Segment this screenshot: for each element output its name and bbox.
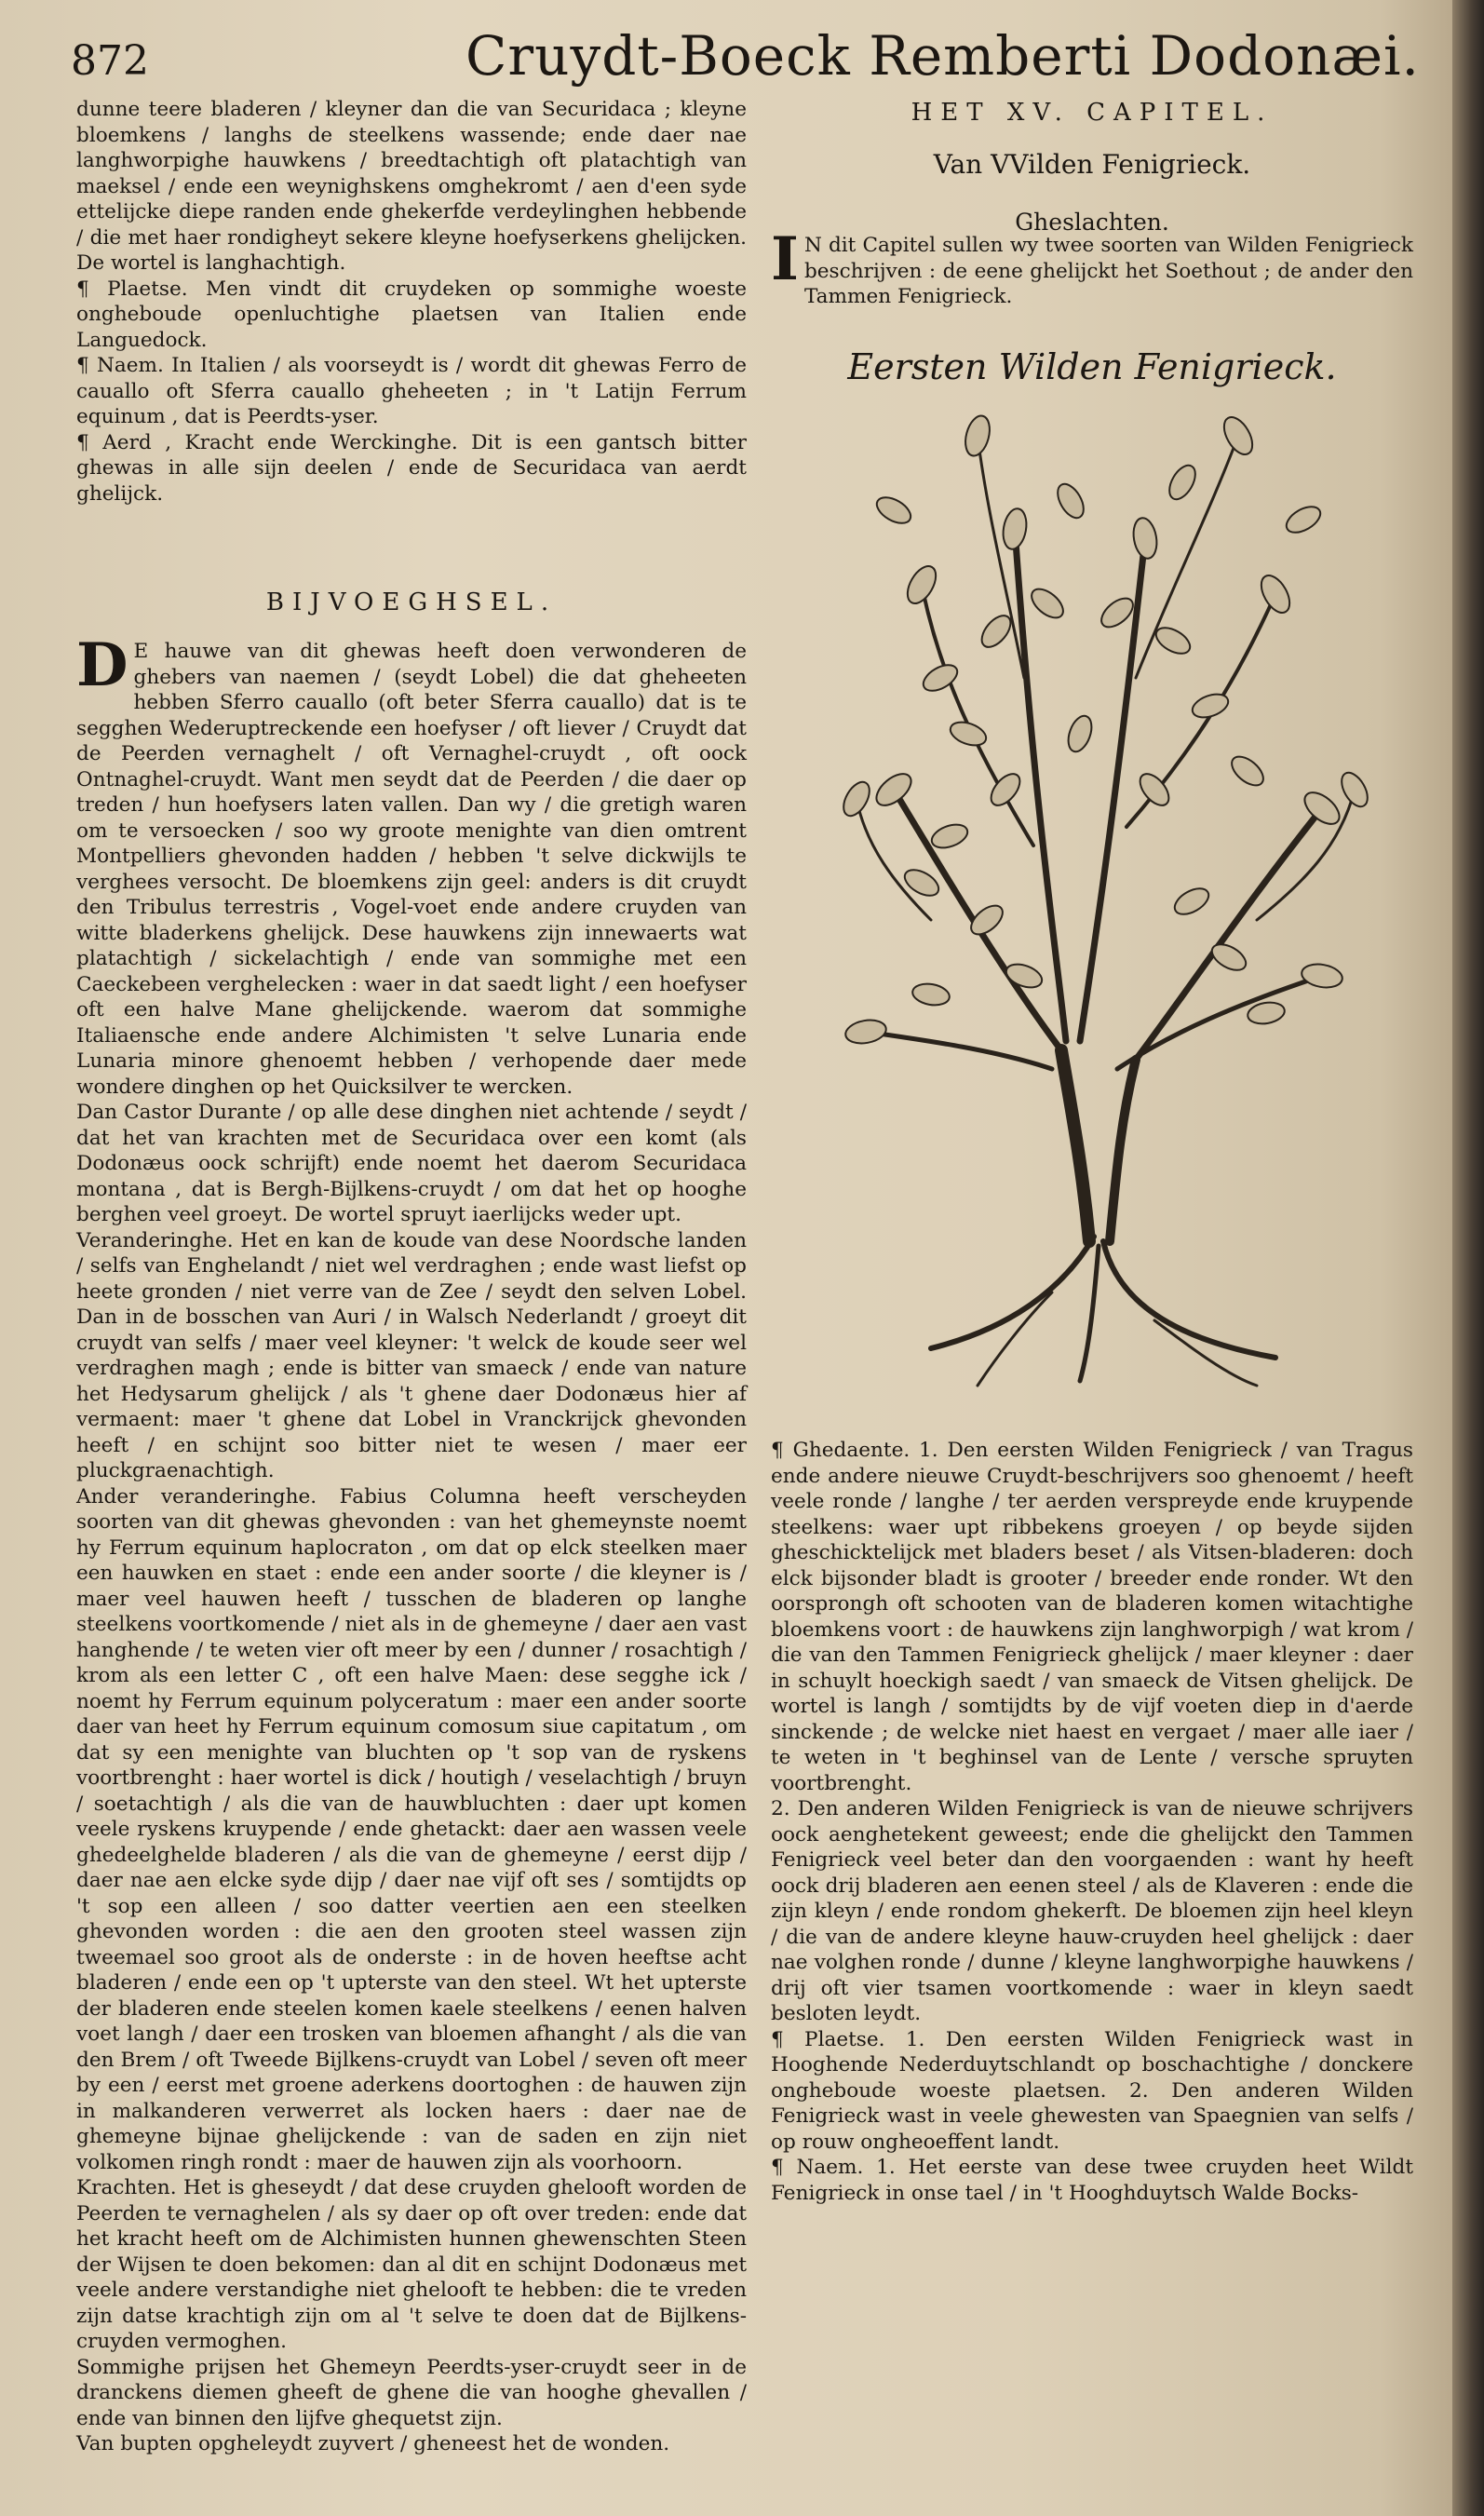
book-spine-edge	[1452, 0, 1484, 2516]
drop-cap: I	[771, 224, 799, 294]
intro-paragraph	[771, 224, 1413, 310]
chapter-subheading: Van VVilden Fenigrieck.	[933, 149, 1251, 180]
section-label-block	[771, 209, 1413, 236]
running-title: Cruydt-Boeck Remberti Dodonæi.	[465, 24, 1420, 88]
right-paragraph: ¶ Plaetse. 1. Den eersten Wilden Fenigrieck wast in Hooghende Nederduytschlandt op boschachtighe / donckere ongheboude woeste plaetsen. 2. Den anderen Wilden Fenigrieck wast in veele ghewesten van Spaegnien van selfs / op rouw ongheoeffent landt.	[771, 2027, 1413, 2154]
bijvoeghsel-paragraph	[76, 630, 747, 1100]
bijvoeghsel-paragraph: Veranderinghe. Het en kan de koude van dese Noordsche landen / selfs van Enghelandt / niet wel verdraghen ; ende wast liefst op heete gronden / niet verre van de Zee / seydt den selven Lobel. Dan in de bosschen van Auri / in Walsch Nederlandt / groeyt dit cruydt van selfs / maer veel kleyner: 't welck de koude seer wel verdraghen magh ; ende is bitter van smaeck / ende van nature het Hedysarum ghelijck / als 't ghene daer Dodonæus hier af vermaent: maer 't ghene dat Lobel in Vranckrijck ghevonden heeft / en schijnt soo bitter niet te wesen / maer eer pluckgraenachtigh.	[76, 1228, 747, 1482]
right-paragraph: ¶ Naem. 1. Het eerste van dese twee cruyden heet Wildt Fenigrieck in onse tael / in 't Hooghduytsch Walde Bocks-	[771, 2156, 1413, 2205]
left-paragraph: ¶ Plaetse. Men vindt dit cruydeken op sommighe woeste ongheboude openluchtighe plaetsen van Italien ende Languedock.	[76, 277, 747, 352]
bijvoeghsel-text	[76, 630, 747, 2457]
bijvoeghsel-heading: BIJVOEGHSEL.	[265, 588, 558, 616]
bijvoeghsel-paragraph: Sommighe prijsen het Ghemeyn Peerdts-yser-cruydt seer in de dranckens diemen gheeft de ghene die van hooghe ghevallen / ende van binnen den lijfve ghequetst zijn.	[76, 2355, 747, 2430]
bijvoeghsel-paragraph: Krachten. Het is gheseydt / dat dese cruyden ghelooft worden de Peerden te vernaghelen / als sy daer op oft over treden: ende dat het kracht heeft om de Alchimisten hunnen ghewenschten Steen der Wijsen te doen bekomen: dan al dit en schijnt Dodonæus met veele andere verstandighe niet ghelooft te hebben: die te vreden zijn datse krachtigh zijn om al 't selve te doen dat de Bijlkens-cruyden vermoghen.	[76, 2176, 747, 2353]
page-number: 872	[71, 37, 149, 85]
right-paragraph: ¶ Ghedaente. 1. Den eersten Wilden Fenigrieck / van Tragus ende andere nieuwe Cruydt-beschrijvers soo ghenoemt / heeft veele ronde / langhe / ter aerden verspreyde ende kruypende steelkens: waer upt ribbekens groeyen / op beyde sijden gheschicktelijck met bladers beset / als Vitsen-bladeren: doch elck bijsonder bladt is grooter / breeder ende ronder. Wt den oorsprongh oft schooten van de bladeren komen witachtighe bloemkens voort : de hauwkens zijn langhworpigh / wat krom / die van den Tammen Fenigrieck ghelijck / maer kleyner : daer in schuylt hoeckigh saedt / van smaeck de Vitsen ghelijck. De wortel is langh / somtijdts by de vijf voeten diep in d'aerde sinckende ; de welcke niet haest en vergaet / maer alle iaer / te weten in 't beghinsel van de Lente / versche spruyten voortbrenght.	[771, 1439, 1413, 1795]
figure-caption: Eersten Wilden Fenigrieck.	[847, 346, 1337, 387]
chapter-heading: HET XV. CAPITEL.	[911, 99, 1274, 127]
right-paragraph: 2. Den anderen Wilden Fenigrieck is van de nieuwe schrijvers oock aenghetekent geweest; ende die ghelijckt den Tammen Fenigrieck veel beter dan den voorgaenden : want hy heeft oock drij bladeren aen eenen steel / als de Klaveren : ende die zijn kleyn / ende rondom ghekerft. De bloemen zijn heel kleyn / die van de andere kleyne hauw-cruyden heel ghelijck : daer nae volghen ronde / dunne / kleyne langhworpighe hauwkens / drij oft vier tsamen voortkomende : waer in kleyn saedt besloten leydt.	[771, 1797, 1413, 2025]
chapter-intro	[771, 224, 1413, 310]
right-column-text	[771, 1438, 1413, 2206]
bijvoeghsel-paragraph: Dan Castor Durante / op alle dese dinghen niet achtende / seydt / dat het van krachten met de Securidaca over een komt (als Dodonæus oock schrijft) ende noemt het daerom Securidaca montana , dat is Bergh-Bijlkens-cruydt / om dat het op hooghe berghen veel groeyt. De wortel spruyt iaerlijcks weder upt.	[76, 1101, 747, 1226]
section-label: Gheslachten.	[1015, 209, 1169, 236]
left-paragraph: dunne teere bladeren / kleyner dan die van Securidaca ; kleyne bloemkens / langhs de steelkens wassende; ende daer nae langhworpighe hauwkens / breedtachtigh oft platachtigh van maeksel / ende een weynighskens omghekromt / aen d'een syde ettelijcke diepe randen ende ghekerfde verdeylinghen hebbende / die met haer rondigheyt sekere kleyne hoefyserkens ghelijcken. De wortel is langhachtigh.	[76, 98, 747, 275]
chapter-heading-block	[771, 99, 1413, 127]
bijvoeghsel-paragraph-text: E hauwe van dit ghewas heeft doen verwonderen de ghebers van naemen / (seydt Lobel) die dat gheheeten hebben Sferro cauallo (oft beter Sferra cauallo) dat is te segghen Wederuptreckende een hoefyser / oft liever / Cruydt dat de Peerden vernaghelt / oft Vernaghel-cruydt , oft oock Ontnaghel-cruydt. Want men seydt dat de Peerden / die daer op treden / hun hoefysers laten vallen. Dan wy / die gretigh waren om te versoecken / soo wy groote menighte van dien omtrent Montpelliers ghevonden hadden / hebben 't selve dickwijls te verghees versocht. De bloemkens zijn geel: anders is dit cruydt den Tribulus terrestris , Vogel-voet ende andere cruyden van witte bladerkens ghelijck. Dese hauwkens zijn innewaerts wat platachtigh / sickelachtigh / ende van sommighe met een Caeckebeen verghelecken : waer in dat saedt light / een hoefyser oft een halve Mane ghelijckende. waerom dat sommighe Italiaensche ende andere Alchimisten 't selve Lunaria ende Lunaria minore ghenoemt hebben / verhopende daer mede wondere dinghen op het Quicksilver te wercken.	[76, 640, 747, 1099]
intro-text: N dit Capitel sullen wy twee soorten van Wilden Fenigrieck beschrijven : de eene ghelijckt het Soethout ; de ander den Tammen Fenigrieck.	[803, 234, 1413, 308]
left-paragraph: ¶ Naem. In Italien / als voorseydt is / wordt dit ghewas Ferro de cauallo oft Sferra cauallo gheheeten ; in 't Latijn Ferrum equinum , dat is Peerdts-yser.	[76, 354, 747, 428]
drop-cap: D	[76, 630, 128, 700]
chapter-subheading-block	[771, 149, 1413, 180]
left-column	[76, 97, 747, 507]
bijvoeghsel-paragraph: Van bupten opgheleydt zuyvert / gheneest het de wonden.	[76, 2432, 670, 2455]
plant-woodcut-illustration	[838, 399, 1369, 1395]
bijvoeghsel-heading-block	[76, 588, 747, 616]
bijvoeghsel-paragraph: Ander veranderinghe. Fabius Columna heeft verscheyden soorten van dit ghewas ghevonden : van het ghemeynste noemt hy Ferrum equinum haplocraton , om dat op elck steelken maer een hauwken en staet : ende een ander soorte / die kleyner is / maer veel hauwen heeft / tusschen de bladeren op langhe steelkens voortkomende / niet als in de ghemeyne / daer aen vast hanghende / te weten vier oft meer by een / dunner / rosachtigh / krom als een letter C , oft een halve Maen: dese segghe ick / noemt hy Ferrum equinum polyceratum : maer een ander soorte daer van heet hy Ferrum equinum comosum siue capitatum , om dat sy een menighte van bluchten op 't sop van de ryskens voortbrenght : haer wortel is dick / houtigh / veselachtigh / bruyn / soetachtigh / als die van de hauwbluchten : daer upt komen veele ryskens kruypende / ende ghetackt: daer aen wassen veele ghedeelghelde bladeren / als die van de ghemeyne / eerst dijp / daer nae aen elcke syde dijp / daer nae vijf oft ses / somtijdts op 't sop een alleen / soo datter veertien aen een steelken ghevonden worden : die aen den grooten steel wassen zijn tweemael soo groot als de onderste : in de hoven heeftse acht bladeren / ende een op 't upterste van den steel. Wt het upterste der bladeren ende steelen komen kaele steelkens / eenen halven voet langh / daer een trosken van bloemen afhanght / als die van den Brem / oft Tweede Bijlkens-cruydt van Lobel / seven oft meer by een / eerst met groene aderkens doortoghen : de hauwen zijn in malkanderen verwerret als locken haers : daer nae de ghemeyne bijnae ghelijckende : van de saden en zijn niet volkomen ringh rondt : maer de hauwen zijn als voorhoorn.	[76, 1484, 747, 2174]
left-paragraph: ¶ Aerd , Kracht ende Werckinghe. Dit is een gantsch bitter ghewas in alle sijn deelen / ende de Securidaca van aerdt ghelijck.	[76, 430, 747, 506]
